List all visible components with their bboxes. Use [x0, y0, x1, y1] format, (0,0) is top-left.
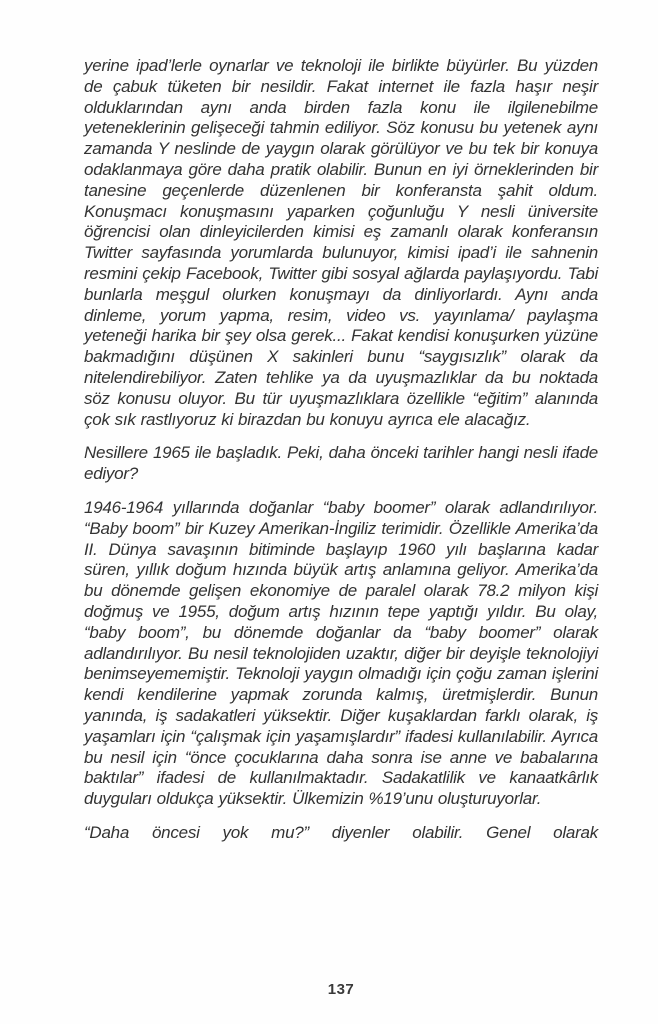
page-text: [84, 56, 598, 857]
paragraph-2: Nesillere 1965 ile başladık. Peki, daha önceki tarihler hangi nesli ifade ediyor?: [84, 443, 598, 484]
page-number: 137: [327, 981, 355, 998]
paragraph-4: “Daha öncesi yok mu?” diyenler olabilir. Genel olarak: [84, 822, 598, 842]
paragraph-3: 1946-1964 yıllarında doğanlar “baby boomer” olarak adlandırılıyor. “Baby boom” bir Kuzey Amerikan-İngiliz terimidir. Özellikle Amerika’da II. Dünya savaşının bitiminde başlayıp 1960 yılı başlarına kadar süren, yıllık doğum hızında büyük artış anlamına geliyor. Amerika’da bu dönemde gelişen ekonomiye de paralel olarak 78.2 milyon kişi doğmuş ve 1955, doğum artış hızının tepe yaptığı yıldır. Bu olay, “baby boom”, bu dönemde doğanlar da “baby boomer” olarak adlandırılıyor. Bu nesil teknolojiden uzaktır, diğer bir deyişle teknolojiyi benimseyememiştir. Teknoloji yaygın olmadığı için çoğu zaman işlerini kendi kendilerine yapmak zorunda kalmış, üretmişlerdir. Bunun yanında, iş sadakatleri yüksektir. Diğer kuşaklardan farklı olarak, iş yaşamları için “çalışmak için yaşamışlardır” ifadesi kullanılabilir. Ayrıca bu nesil için “önce çocuklarına daha sonra ise anne ve babalarına baktılar” ifadesi de kullanılmaktadır. Sadakatlilik ve kanaatkârlık duyguları oldukça yüksektir. Ülkemizin %19’unu oluşturuyorlar.: [84, 497, 598, 809]
paragraph-1: yerine ipad’lerle oynarlar ve teknoloji ile birlikte büyürler. Bu yüzden de çabuk tüketen bir nesildir. Fakat internet ile fazla haşır neşir olduklarından aynı anda birden fazla konu ile ilgilenebilme yeteneklerinin gelişeceği tahmin ediliyor. Söz konusu bu yetenek aynı zamanda Y neslinde de yaygın olarak görülüyor ve bu tek bir konuya odaklanmaya göre daha pratik olabilir. Bunun en iyi örneklerinden bir tanesine geçenlerde düzenlenen bir konferansta şahit oldum. Konuşmacı konuşmasını yaparken çoğunluğu Y nesli üniversite öğrencisi olan dinleyicilerden kimisi eş zamanlı olarak konferansın Twitter sayfasında yorumlarda bulunuyor, kimisi ipad’i ile sahnenin resmini çekip Facebook, Twitter gibi sosyal ağlarda paylaşıyordu. Tabi bunlarla meşgul olurken konuşmayı da dinliyorlardı. Aynı anda dinleme, yorum yapma, resim, video vs. yayınlama/ paylaşma yeteneği harika bir şey olsa gerek... Fakat kendisi konuşurken yüzüne bakmadığını düşünen X sakinleri bunu “saygısızlık” olarak da nitelendirebiliyor. Zaten tehlike ya da uyuşmazlıklar da bu noktada söz konusu oluyor. Bu tür uyuşmazlıklara özellikle “eğitim” alanında çok sık rastlıyoruz ki birazdan bu konuyu ayrıca ele alacağız.: [84, 56, 598, 429]
